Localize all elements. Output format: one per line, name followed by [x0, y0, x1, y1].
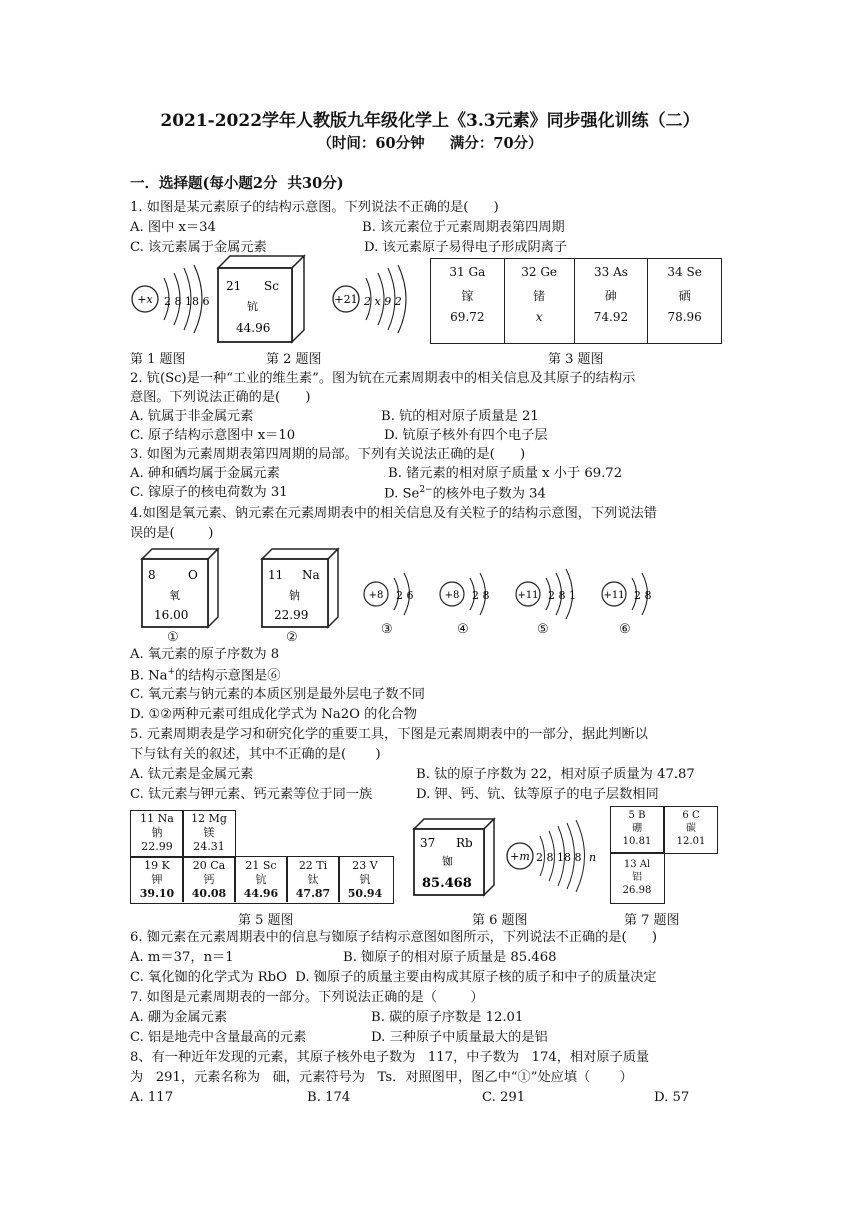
fig3-cell-as: 33 As 砷 74.92: [574, 259, 648, 344]
fig2-caption: 第 2 题图: [266, 352, 322, 367]
q5-option-d: D. 钾、钙、钪、钛等原子的电子层数相同: [416, 787, 659, 802]
section-heading: 一．选择题(每小题2分 共30分): [130, 175, 344, 192]
q8-stem-line2: 为 291，元素名称为 鿬，元素符号为 Ts．对照图甲，图乙中“①”处应填（ ）: [130, 1070, 633, 1085]
svg-text:铷: 铷: [442, 855, 453, 868]
q8-option-a: A. 117: [130, 1090, 174, 1105]
svg-text:2 8: 2 8: [634, 589, 652, 602]
fig2-num: 21: [226, 279, 242, 293]
fig4-label-1: ①: [167, 630, 179, 645]
fig5-periodic-table: [130, 810, 394, 904]
q7-option-c: C. 铝是地壳中含量最高的元素: [130, 1030, 307, 1045]
q2-option-a: A. 钪属于非金属元素: [130, 409, 254, 424]
q2-option-c: C. 原子结构示意图中 x＝10: [130, 428, 296, 443]
q4-option-d: D. ①②两种元素可组成化学式为 Na2O 的化合物: [130, 707, 417, 722]
q2-stem-line1: 2. 钪(Sc)是一种“工业的维生素”。图为钪在元素周期表中的相关信息及其原子的结构示: [130, 371, 636, 386]
q5-option-b: B. 钛的原子序数为 22，相对原子质量为 47.87: [416, 767, 695, 782]
fig6-atom-diagram: [502, 818, 602, 894]
fig5-cell-ti: 22 Ti 钛 47.87: [295, 859, 331, 900]
fig5-cell-mg: 12 Mg 镁 24.31: [191, 812, 227, 853]
fig2-atom-diagram: [330, 262, 422, 342]
svg-text:钠: 钠: [289, 589, 300, 602]
fig2-shells: 2 x 9 2: [364, 295, 402, 308]
q6-option-b: B. 铷原子的相对原子质量是 85.468: [343, 950, 557, 965]
page-subtitle: （时间：60分钟 满分：70分）: [317, 135, 543, 152]
svg-text:+8: +8: [444, 590, 460, 601]
fig2-name: 钪: [247, 300, 258, 313]
fig5-cell-sc: 21 Sc 钪 44.96: [243, 859, 279, 900]
fig2-sc-tile: [214, 254, 310, 346]
fig4-atom-4: [436, 566, 512, 622]
svg-text:+8: +8: [368, 590, 384, 601]
q1-stem: 1. 如图是某元素原子的结构示意图。下列说法不正确的是( ): [130, 200, 499, 215]
q5-option-c: C. 钛元素与钾元素、钙元素等位于同一族: [130, 787, 373, 802]
fig7-cell-b: 5 B 硼 10.81: [622, 810, 652, 847]
svg-text:Rb: Rb: [456, 836, 473, 850]
fig4-label-6: ⑥: [619, 622, 631, 637]
svg-text:8: 8: [148, 568, 156, 582]
fig1-caption: 第 1 题图: [130, 352, 186, 367]
fig3-periodic-table: [430, 258, 722, 344]
q1-option-b: B. 该元素位于元素周期表第四周期: [362, 220, 565, 235]
q1-option-d: D. 该元素原子易得电子形成阴离子: [364, 240, 568, 255]
q5-stem-line2: 下与钛有关的叙述，其中不正确的是( ): [130, 747, 381, 762]
fig1-nucleus: +x: [137, 293, 153, 306]
fig2-mass: 44.96: [236, 321, 271, 335]
fig3-cell-se: 34 Se 硒 78.96: [648, 259, 722, 344]
fig5-caption: 第 5 题图: [238, 913, 294, 928]
svg-text:+11: +11: [603, 590, 625, 601]
fig4-atom-3: [360, 566, 436, 622]
q2-option-b: B. 钪的相对原子质量是 21: [381, 409, 539, 424]
svg-text:85.468: 85.468: [422, 876, 472, 891]
fig4-atom-6: [598, 566, 674, 622]
svg-text:O: O: [188, 568, 198, 582]
q4-stem-line1: 4.如图是氧元素、钠元素在元素周期表中的相关信息及有关粒子的结构示意图，下列说法错: [130, 506, 657, 521]
q7-option-a: A. 硼为金属元素: [130, 1010, 228, 1025]
svg-text:2 6: 2 6: [396, 589, 414, 602]
svg-text:n: n: [589, 851, 597, 864]
fig2-sym: Sc: [264, 279, 279, 293]
fig5-cell-k: 19 K 钾 39.10: [139, 859, 175, 900]
svg-text:2 8 1: 2 8 1: [548, 589, 576, 602]
fig6-rb-tile: [410, 817, 498, 899]
q8-stem-line1: 8、有一种近年发现的元素，其原子核外电子数为 117，中子数为 174，相对原子质量: [130, 1050, 650, 1065]
svg-text:11: 11: [268, 568, 284, 582]
fig3-caption: 第 3 题图: [548, 352, 604, 367]
fig5-cell-na: 11 Na 钠 22.99: [140, 812, 174, 853]
fig7-periodic-table: [610, 806, 720, 906]
q6-stem: 6. 铷元素在元素周期表中的信息与铷原子结构示意图如图所示，下列说法不正确的是( ): [130, 930, 657, 945]
fig7-cell-al: 13 Al 铝 26.98: [622, 859, 652, 896]
q6-option-a: A. m＝37，n＝1: [130, 950, 234, 965]
q5-stem-line1: 5. 元素周期表是学习和研究化学的重要工具，下图是元素周期表中的一部分，据此判断以: [130, 727, 648, 742]
fig3-cell-ga: 31 Ga 镓 69.72: [431, 259, 505, 344]
q7-stem: 7. 如图是元素周期表的一部分。下列说法正确的是（ ）: [130, 990, 484, 1005]
q3-option-a: A. 砷和硒均属于金属元素: [130, 466, 280, 481]
svg-text:22.99: 22.99: [274, 608, 309, 622]
fig7-cell-c: 6 C 碳 12.01: [676, 810, 706, 847]
fig2-nucleus: +21: [334, 293, 358, 306]
fig5-cell-ca: 20 Ca 钙 40.08: [191, 859, 227, 900]
q5-option-a: A. 钛元素是金属元素: [130, 767, 254, 782]
svg-text:氧: 氧: [169, 589, 180, 602]
fig1-atom-diagram: [128, 262, 214, 342]
svg-text:16.00: 16.00: [154, 608, 189, 622]
svg-text:Na: Na: [302, 568, 320, 582]
svg-text:+11: +11: [517, 590, 539, 601]
q3-option-c: C. 镓原子的核电荷数为 31: [130, 485, 288, 500]
q2-option-d: D. 钪原子核外有四个电子层: [384, 428, 548, 443]
svg-text:+m: +m: [510, 850, 530, 863]
q4-option-b: B. Na+的结构示意图是⑥: [130, 667, 281, 684]
fig5-cell-v: 23 V 钒 50.94: [347, 859, 383, 900]
fig6-caption: 第 6 题图: [472, 913, 528, 928]
page-title: 2021-2022学年人教版九年级化学上《3.3元素》同步强化训练（二）: [160, 111, 700, 131]
fig4-label-5: ⑤: [537, 622, 549, 637]
fig1-shells: 2 8 18 6: [164, 295, 210, 308]
fig4-tile-oxygen: [138, 547, 222, 631]
fig4-label-4: ④: [457, 622, 469, 637]
fig7-caption: 第 7 题图: [624, 913, 680, 928]
q4-option-a: A. 氧元素的原子序数为 8: [130, 647, 280, 662]
svg-text:2 8 18 8: 2 8 18 8: [536, 851, 582, 864]
fig4-atom-5: [512, 566, 596, 622]
q3-option-b: B. 锗元素的相对原子质量 x 小于 69.72: [388, 466, 623, 481]
q4-stem-line2: 误的是( ): [130, 526, 214, 541]
fig4-label-2: ②: [286, 630, 298, 645]
q7-option-b: B. 碳的原子序数是 12.01: [371, 1010, 524, 1025]
fig3-cell-ge: 32 Ge 锗 x: [504, 259, 574, 344]
q8-option-c: C. 291: [482, 1090, 526, 1105]
svg-text:37: 37: [420, 836, 436, 850]
q8-option-d: D. 57: [654, 1090, 690, 1105]
fig4-label-3: ③: [381, 622, 393, 637]
q4-option-c: C. 氧元素与钠元素的本质区别是最外层电子数不同: [130, 687, 425, 702]
q8-option-b: B. 174: [307, 1090, 351, 1105]
q6-option-cd: C. 氧化铷的化学式为 RbO D. 铷原子的质量主要由构成其原子核的质子和中子的质量决定: [130, 970, 657, 985]
q3-stem: 3. 如图为元素周期表第四周期的局部。下列有关说法正确的是( ): [130, 447, 526, 462]
q1-option-c: C. 该元素属于金属元素: [130, 240, 267, 255]
q7-option-d: D. 三种原子中质量最大的是铝: [371, 1030, 548, 1045]
svg-text:2 8: 2 8: [472, 589, 490, 602]
q3-option-d: D. $Se^{2-}$的核外电子数为 34: [384, 485, 546, 502]
q2-stem-line2: 意图。下列说法正确的是( ): [130, 390, 311, 405]
fig4-tile-sodium: [258, 547, 342, 631]
q1-option-a: A. 图中 x＝34: [130, 220, 216, 235]
